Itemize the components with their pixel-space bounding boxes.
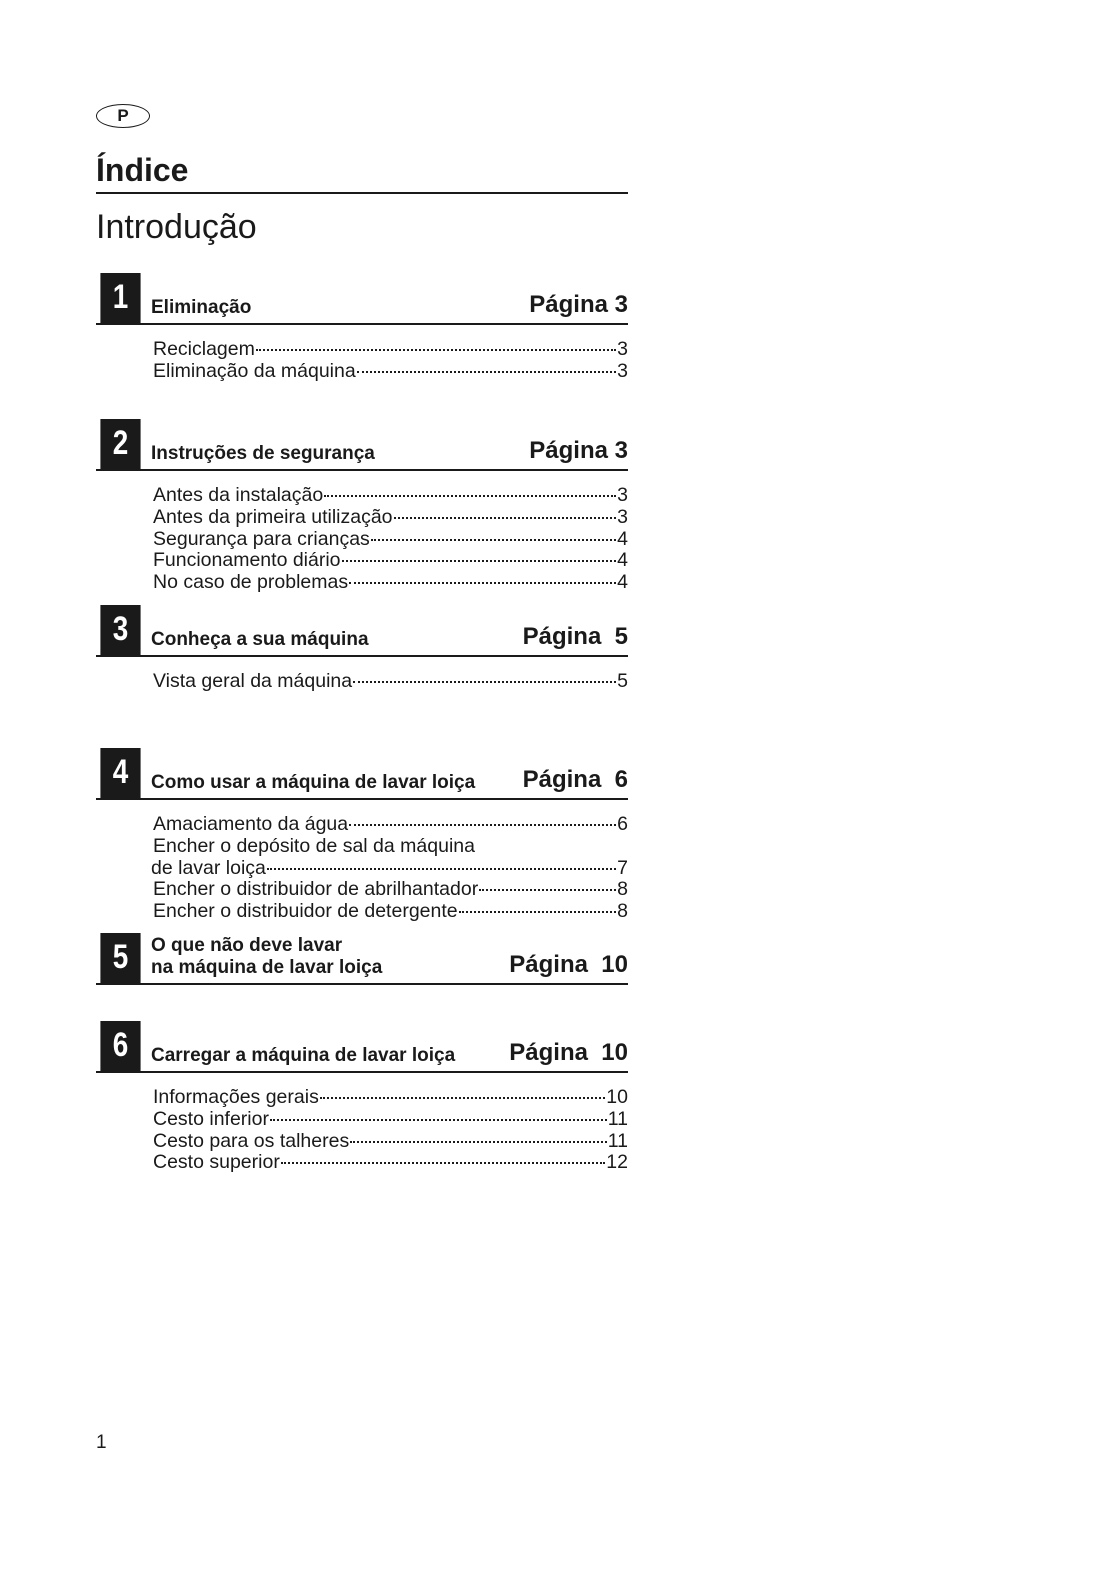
toc-entry[interactable] bbox=[153, 1109, 628, 1131]
toc-entry[interactable] bbox=[153, 1087, 628, 1109]
entry-label: Amaciamento da água bbox=[153, 813, 349, 835]
entry-page: 4 bbox=[617, 549, 628, 572]
section-entries bbox=[153, 485, 628, 594]
dot-leader bbox=[281, 1162, 605, 1164]
toc-entry[interactable] bbox=[153, 572, 628, 594]
section-page: Página 3 bbox=[529, 291, 628, 318]
language-badge: P bbox=[96, 104, 150, 128]
entry-page: 4 bbox=[617, 571, 628, 594]
entry-page: 12 bbox=[606, 1151, 628, 1174]
section-page: Página 10 bbox=[509, 951, 628, 978]
section-number: 1 bbox=[100, 273, 140, 323]
dot-leader bbox=[342, 560, 617, 562]
toc-entry[interactable] bbox=[151, 858, 628, 880]
entry-label: Vista geral da máquina bbox=[153, 670, 353, 692]
section-number: 4 bbox=[100, 748, 140, 798]
section-header bbox=[96, 605, 628, 657]
entry-label: Encher o distribuidor de abrilhantador bbox=[153, 878, 479, 901]
entry-label: Cesto superior bbox=[153, 1151, 280, 1174]
entry-page: 11 bbox=[607, 1129, 628, 1152]
entry-page: 3 bbox=[617, 484, 628, 506]
entry-page: 3 bbox=[617, 505, 628, 528]
section-page: Página 3 bbox=[529, 437, 628, 464]
section-header bbox=[96, 933, 628, 985]
entry-page: 6 bbox=[617, 813, 628, 835]
toc-section-4 bbox=[96, 748, 628, 923]
section-title: Como usar a máquina de lavar loiça bbox=[151, 772, 476, 793]
section-title: Instruções de segurança bbox=[151, 443, 375, 464]
page-subtitle: Introdução bbox=[96, 208, 257, 246]
toc-entry[interactable] bbox=[153, 814, 628, 836]
section-header bbox=[96, 748, 628, 800]
section-number: 3 bbox=[100, 605, 140, 655]
section-header bbox=[96, 273, 628, 325]
entry-label: Cesto inferior bbox=[153, 1107, 269, 1130]
section-page: Página 5 bbox=[522, 623, 628, 650]
toc-section-3 bbox=[96, 605, 628, 693]
entry-label: de lavar loiça bbox=[151, 856, 266, 879]
entry-label: Antes da instalação bbox=[153, 484, 324, 506]
toc-section-6 bbox=[96, 1021, 628, 1174]
section-title: Eliminação bbox=[151, 297, 252, 318]
entry-label: Reciclagem bbox=[153, 338, 255, 360]
page-number: 1 bbox=[96, 1432, 107, 1453]
section-header bbox=[96, 419, 628, 471]
toc-entry[interactable] bbox=[153, 361, 628, 383]
section-entries bbox=[153, 671, 628, 693]
section-entries bbox=[153, 339, 628, 383]
dot-leader bbox=[320, 1097, 605, 1099]
entry-label: Encher o depósito de sal da máquina bbox=[153, 834, 475, 857]
toc-entry[interactable] bbox=[153, 1152, 628, 1174]
entry-label: No caso de problemas bbox=[153, 571, 349, 594]
dot-leader bbox=[371, 539, 616, 541]
entry-page: 4 bbox=[617, 527, 628, 550]
dot-leader bbox=[270, 1119, 607, 1121]
dot-leader bbox=[394, 517, 617, 519]
entry-label: Informações gerais bbox=[153, 1086, 319, 1108]
entry-page: 5 bbox=[617, 670, 628, 692]
toc-section-5 bbox=[96, 933, 628, 985]
toc-entry[interactable] bbox=[153, 550, 628, 572]
toc-section-1 bbox=[96, 273, 628, 383]
entry-label: Cesto para os talheres bbox=[153, 1129, 350, 1152]
section-page: Página 10 bbox=[509, 1039, 628, 1066]
entry-page: 8 bbox=[617, 878, 628, 901]
entry-label: Eliminação da máquina bbox=[153, 359, 356, 382]
toc-entry[interactable] bbox=[153, 671, 628, 693]
section-title: Conheça a sua máquina bbox=[151, 629, 369, 650]
dot-leader bbox=[349, 582, 616, 584]
dot-leader bbox=[459, 911, 617, 913]
entry-page: 10 bbox=[606, 1086, 628, 1108]
section-title: Carregar a máquina de lavar loiça bbox=[151, 1045, 456, 1066]
entry-page: 8 bbox=[617, 900, 628, 923]
dot-leader bbox=[324, 495, 616, 497]
entry-label: Antes da primeira utilização bbox=[153, 505, 393, 528]
toc-entry[interactable] bbox=[153, 529, 628, 551]
section-entries bbox=[153, 814, 628, 923]
entry-page: 11 bbox=[607, 1107, 628, 1130]
toc-entry[interactable] bbox=[153, 339, 628, 361]
section-header bbox=[96, 1021, 628, 1073]
page-title: Índice bbox=[96, 150, 628, 194]
toc-entry[interactable] bbox=[153, 507, 628, 529]
dot-leader bbox=[357, 371, 616, 373]
entry-label: Encher o distribuidor de detergente bbox=[153, 900, 458, 923]
entry-label: Segurança para crianças bbox=[153, 527, 370, 550]
dot-leader bbox=[479, 889, 616, 891]
dot-leader bbox=[256, 349, 616, 351]
entry-page: 3 bbox=[617, 359, 628, 382]
toc-entry[interactable] bbox=[153, 485, 628, 507]
dot-leader bbox=[350, 1141, 607, 1143]
section-title bbox=[151, 935, 382, 979]
toc-section-2 bbox=[96, 419, 628, 594]
section-title-line: na máquina de lavar loiça bbox=[151, 957, 383, 978]
section-page: Página 6 bbox=[522, 766, 628, 793]
toc-entry[interactable] bbox=[153, 1131, 628, 1153]
toc-entry[interactable] bbox=[153, 836, 628, 858]
toc-entry[interactable] bbox=[153, 901, 628, 923]
section-number: 6 bbox=[100, 1021, 140, 1071]
dot-leader bbox=[349, 824, 616, 826]
dot-leader bbox=[267, 868, 616, 870]
toc-entry[interactable] bbox=[153, 879, 628, 901]
section-number: 5 bbox=[100, 933, 140, 983]
section-entries bbox=[153, 1087, 628, 1174]
entry-page: 7 bbox=[617, 856, 628, 879]
section-number: 2 bbox=[100, 419, 140, 469]
entry-label: Funcionamento diário bbox=[153, 549, 341, 572]
entry-page: 3 bbox=[617, 338, 628, 360]
dot-leader bbox=[353, 681, 616, 683]
section-title-line: O que não deve lavar bbox=[151, 935, 343, 956]
